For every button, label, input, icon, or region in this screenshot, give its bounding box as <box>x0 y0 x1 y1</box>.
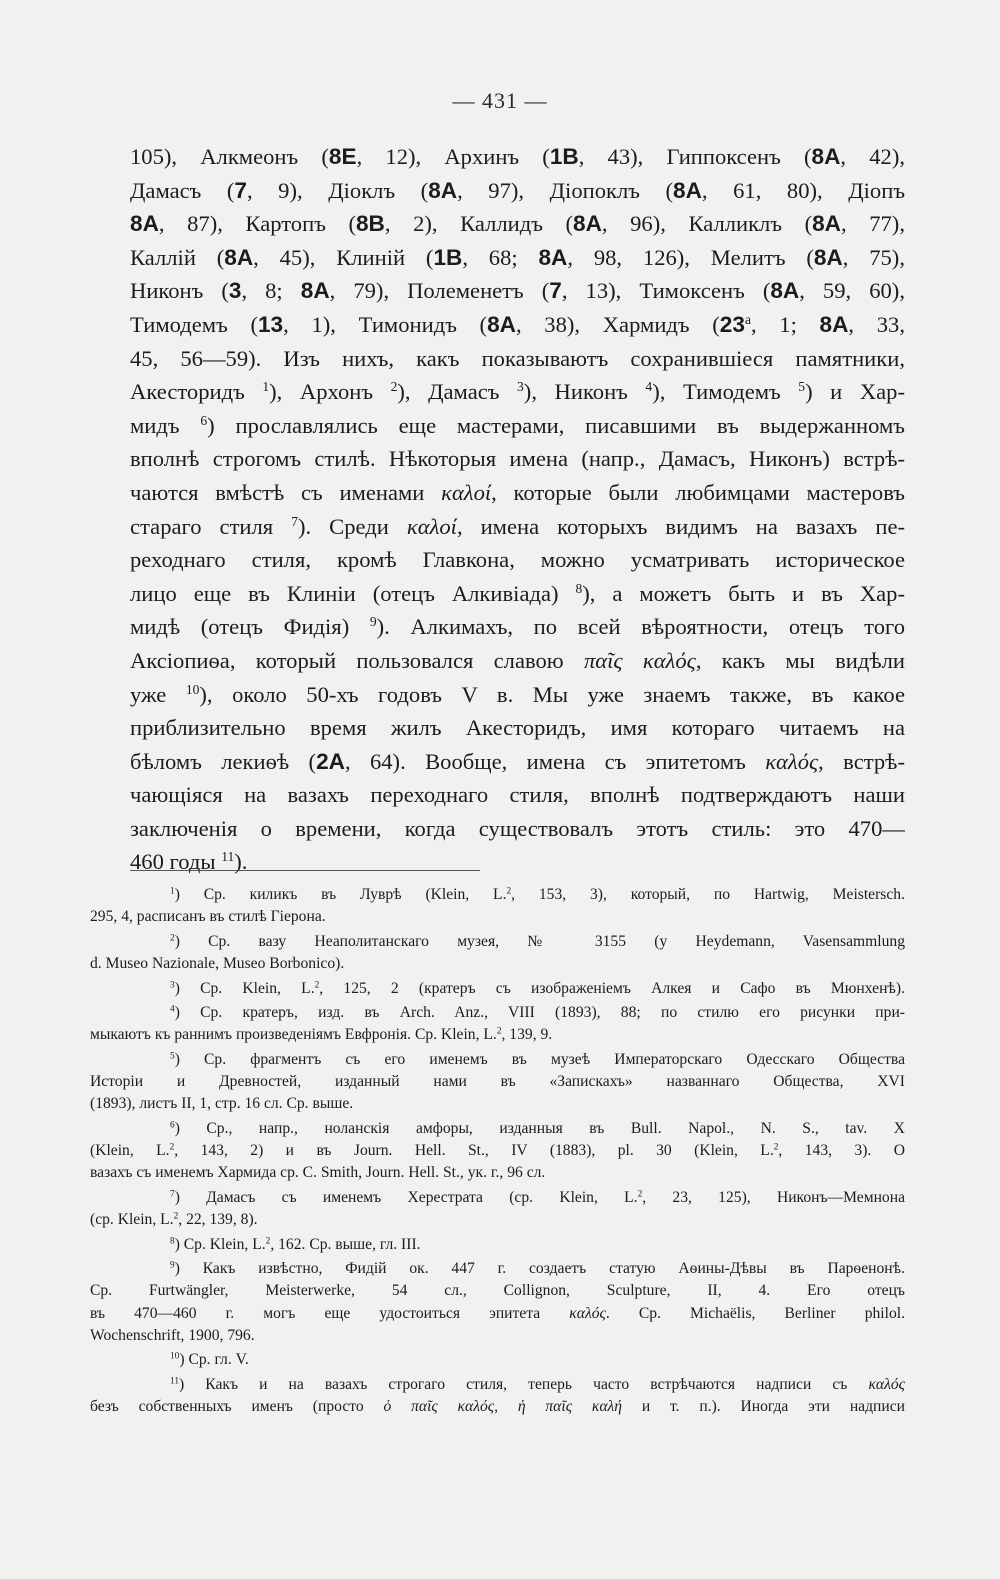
footnote-line: $^4$) Ср. кратеръ, изд. въ Arch. Anz., VIII (1893), 88; по стилю его рисунки при- <box>170 1004 905 1022</box>
footnote-line: $^9$) Какъ извѣстно, Фидій ок. 447 г. создаетъ статую Аѳины-Дѣвы въ Парѳенонѣ. <box>170 1260 905 1278</box>
text-line: Никонъ (3, 8; 8A, 79), Полеменетъ (7, 13), Тимоксенъ (8A, 59, 60), <box>130 278 905 304</box>
main-text <box>130 140 905 879</box>
footnote-line: $^2$) Ср. вазу Неаполитанскаго музея, № 3155 (у Heydemann, Vasensammlung <box>170 932 905 950</box>
footnote-line: $^5$) Ср. фрагментъ съ его именемъ въ музеѣ Императорскаго Одесскаго Общества <box>170 1050 905 1068</box>
footnote-line: $^6$) Ср., напр., ноланскія амфоры, изданныя въ Bull. Napol., N. S., tav. X <box>170 1119 905 1137</box>
footnote-line: $^3$) Ср. Klein, L.$^2$, 125, 2 (кратеръ съ изображеніемъ Алкея и Сафо въ Мюнхенѣ). <box>170 979 905 997</box>
footnote-separator <box>130 870 480 871</box>
text-line: уже $^{10}$), около 50-хъ годовъ V в. Мы уже знаемъ также, въ какое <box>130 681 905 707</box>
footnote-line: $^{10}$) Ср. гл. V. <box>170 1351 249 1369</box>
footnote-line: (ср. Klein, L.$^2$, 22, 139, 8). <box>90 1210 258 1228</box>
footnote-line: вазахъ съ именемъ Хармида ср. C. Smith, Journ. Hell. St., ук. г., 96 сл. <box>90 1164 546 1182</box>
footnote-line: 295, 4, расписанъ въ стилѣ Гіерона. <box>90 908 326 926</box>
text-line: Тимодемъ (13, 1), Тимонидъ (8A, 38), Хармидъ (23$^a$, 1; 8A, 33, <box>130 311 905 337</box>
text-line: чаются вмѣстѣ съ именами καλοί, которые были любимцами мастеровъ <box>130 479 905 505</box>
footnote-line: $^8$) Ср. Klein, L.$^2$, 162. Ср. выше, гл. III. <box>170 1235 421 1253</box>
footnote-line: въ 470—460 г. могъ еще удостоиться эпитета καλός. Ср. Michaëlis, Berliner philol. <box>90 1304 905 1322</box>
text-line: 460 годы $^{11}$). <box>130 849 248 875</box>
footnotes <box>90 884 905 1418</box>
footnote-line: безъ собственныхъ именъ (просто ὁ παῖς καλός, ἡ παῖς καλή и т. п.). Иногда эти надписи <box>90 1398 905 1416</box>
text-line: заключенія о времени, когда существовалъ этотъ стиль: это 470— <box>130 815 905 841</box>
text-line: приблизительно время жилъ Акесторидъ, имя котораго читаемъ на <box>130 715 905 741</box>
text-line: стараго стиля $^7$). Среди καλοί, имена которыхъ видимъ на вазахъ пе- <box>130 513 905 539</box>
footnote-line: $^1$) Ср. киликъ въ Луврѣ (Klein, L.$^2$, 153, 3), который, по Hartwig, Meistersch. <box>170 886 905 903</box>
page-number: — 431 — <box>452 88 548 113</box>
text-line: 105), Алкмеонъ (8E, 12), Архинъ (1B, 43), Гиппоксенъ (8A, 42), <box>130 144 905 169</box>
text-line: вполнѣ строгомъ стилѣ. Нѣкоторыя имена (напр., Дамасъ, Никонъ) встрѣ- <box>130 446 905 472</box>
footnote-line: Ср. Furtwängler, Meisterwerke, 54 сл., Collignon, Sculpture, II, 4. Его отецъ <box>90 1282 905 1300</box>
text-line: мидѣ (отецъ Фидія) $^9$). Алкимахъ, по всей вѣроятности, отецъ того <box>130 614 905 640</box>
footnote-line: мыкаютъ къ раннимъ произведеніямъ Евфронія. Ср. Klein, L.$^2$, 139, 9. <box>90 1026 553 1044</box>
footnote-line: (Klein, L.$^2$, 143, 2) и въ Journ. Hell. St., IV (1883), pl. 30 (Klein, L.$^2$, 143, 3). О <box>90 1142 905 1160</box>
text-line: Дамасъ (7, 9), Діоклъ (8A, 97), Діопоклъ (8A, 61, 80), Діопъ <box>130 177 905 203</box>
text-line: Каллій (8A, 45), Клиній (1B, 68; 8A, 98, 126), Мелитъ (8A, 75), <box>130 244 905 270</box>
footnote-line: Исторіи и Древностей, изданный нами въ «Запискахъ» названнаго Общества, XVI <box>90 1073 905 1091</box>
footnote-line: d. Museo Nazionale, Museo Borbonico). <box>90 954 345 972</box>
text-line: Акесторидъ $^1$), Архонъ $^2$), Дамасъ $^3$), Никонъ $^4$), Тимодемъ $^5$) и Хар- <box>130 379 905 405</box>
text-line: 8A, 87), Картопъ (8B, 2), Каллидъ (8A, 96), Калликлъ (8A, 77), <box>130 211 905 237</box>
footnote-line: $^7$) Дамасъ съ именемъ Херестрата (ср. Klein, L.$^2$, 23, 125), Никонъ—Мемнона <box>170 1188 905 1206</box>
footnote-line: $^{11}$) Какъ и на вазахъ строгаго стиля, теперь часто встрѣчаются надписи съ καλός <box>170 1375 905 1393</box>
text-line: лицо еще въ Клиніи (отецъ Алкивіада) $^8$), а можетъ быть и въ Хар- <box>130 580 905 606</box>
text-line: реходнаго стиля, кромѣ Главкона, можно усматривать историческое <box>130 547 905 573</box>
text-line: бѣломъ лекиѳѣ (2A, 64). Вообще, имена съ эпитетомъ καλός, встрѣ- <box>130 748 905 774</box>
text-line: чающіяся на вазахъ переходнаго стиля, вполнѣ подтверждаютъ наши <box>130 782 905 808</box>
footnote-line: Wochenschrift, 1900, 796. <box>90 1326 255 1344</box>
text-line: 45, 56—59). Изъ нихъ, какъ показываютъ сохранившіеся памятники, <box>130 345 905 371</box>
footnote-line: (1893), листъ II, 1, стр. 16 сл. Ср. выше. <box>90 1095 354 1113</box>
text-line: мидъ $^6$) прославлялись еще мастерами, писавшими въ выдержанномъ <box>130 412 905 438</box>
text-line: Аксіопиѳа, который пользовался славою παῖς καλός, какъ мы видѣли <box>130 647 905 673</box>
